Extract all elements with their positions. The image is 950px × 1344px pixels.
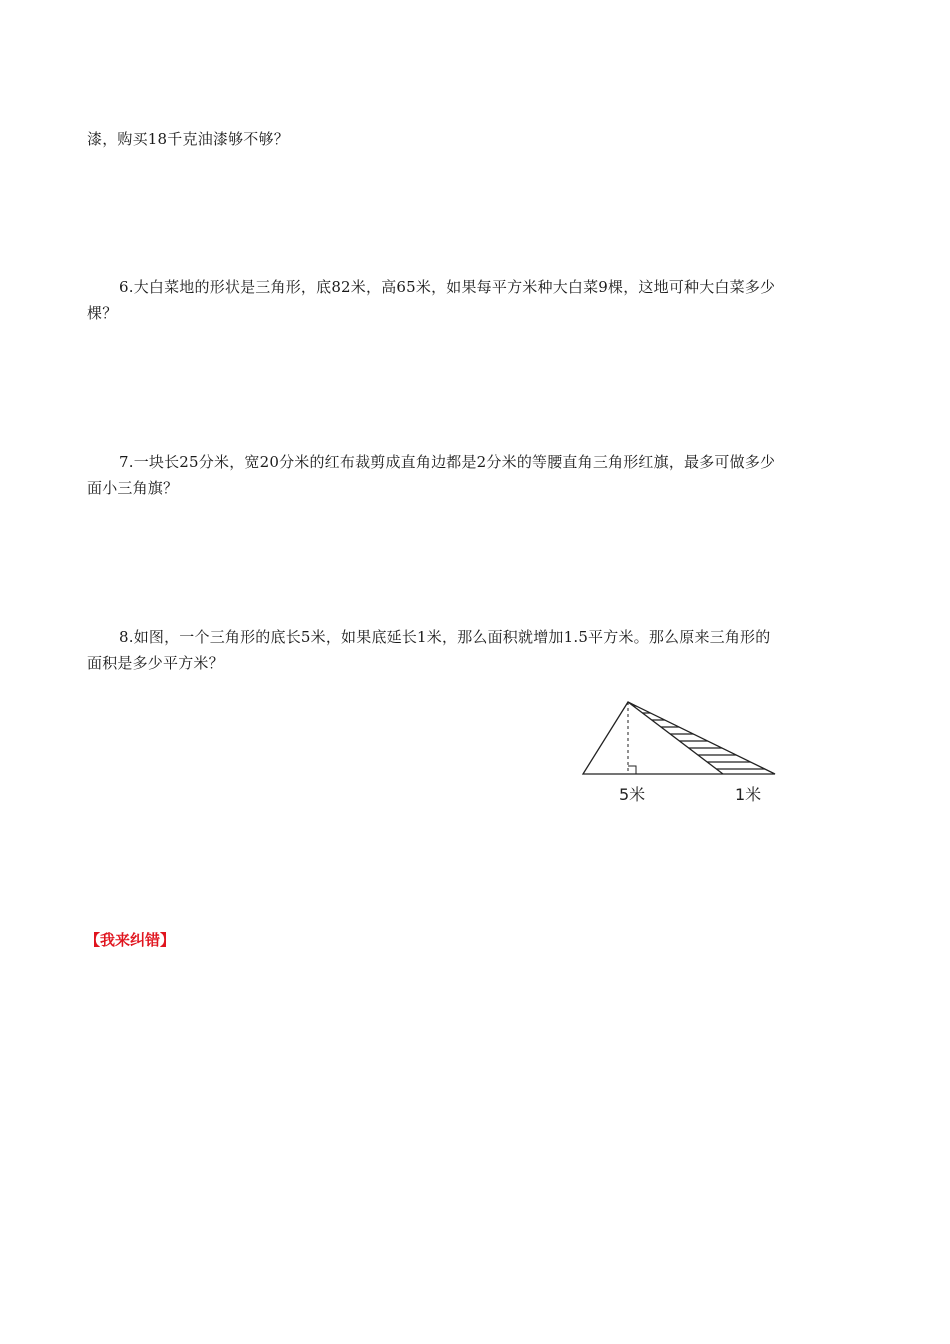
triangle-outline (583, 702, 775, 774)
question-6-line-2: 棵？ (87, 304, 118, 322)
extension-label: 1米 (735, 785, 762, 804)
text-continuation-q5: 漆，购买18千克油漆够不够？ (87, 130, 289, 148)
triangle-figure (575, 692, 785, 810)
right-angle-mark (628, 766, 636, 774)
question-6-line-1: 6.大白菜地的形状是三角形，底82米，高65米，如果每平方米种大白菜9棵，这地可种大白菜多少 (119, 278, 776, 296)
question-8-line-1: 8.如图，一个三角形的底长5米，如果底延长1米，那么面积就增加1.5平方米。那么原来三角形的 (119, 628, 771, 646)
question-7-line-1: 7.一块长25分米，宽20分米的红布裁剪成直角边都是2分米的等腰直角三角形红旗，最多可做多少 (119, 453, 776, 471)
original-triangle-side (628, 702, 723, 774)
question-7-line-2: 面小三角旗？ (87, 479, 179, 497)
section-title: 【我来纠错】 (85, 931, 176, 949)
base-label: 5米 (619, 785, 646, 804)
question-8-line-2: 面积是多少平方米？ (87, 654, 224, 672)
